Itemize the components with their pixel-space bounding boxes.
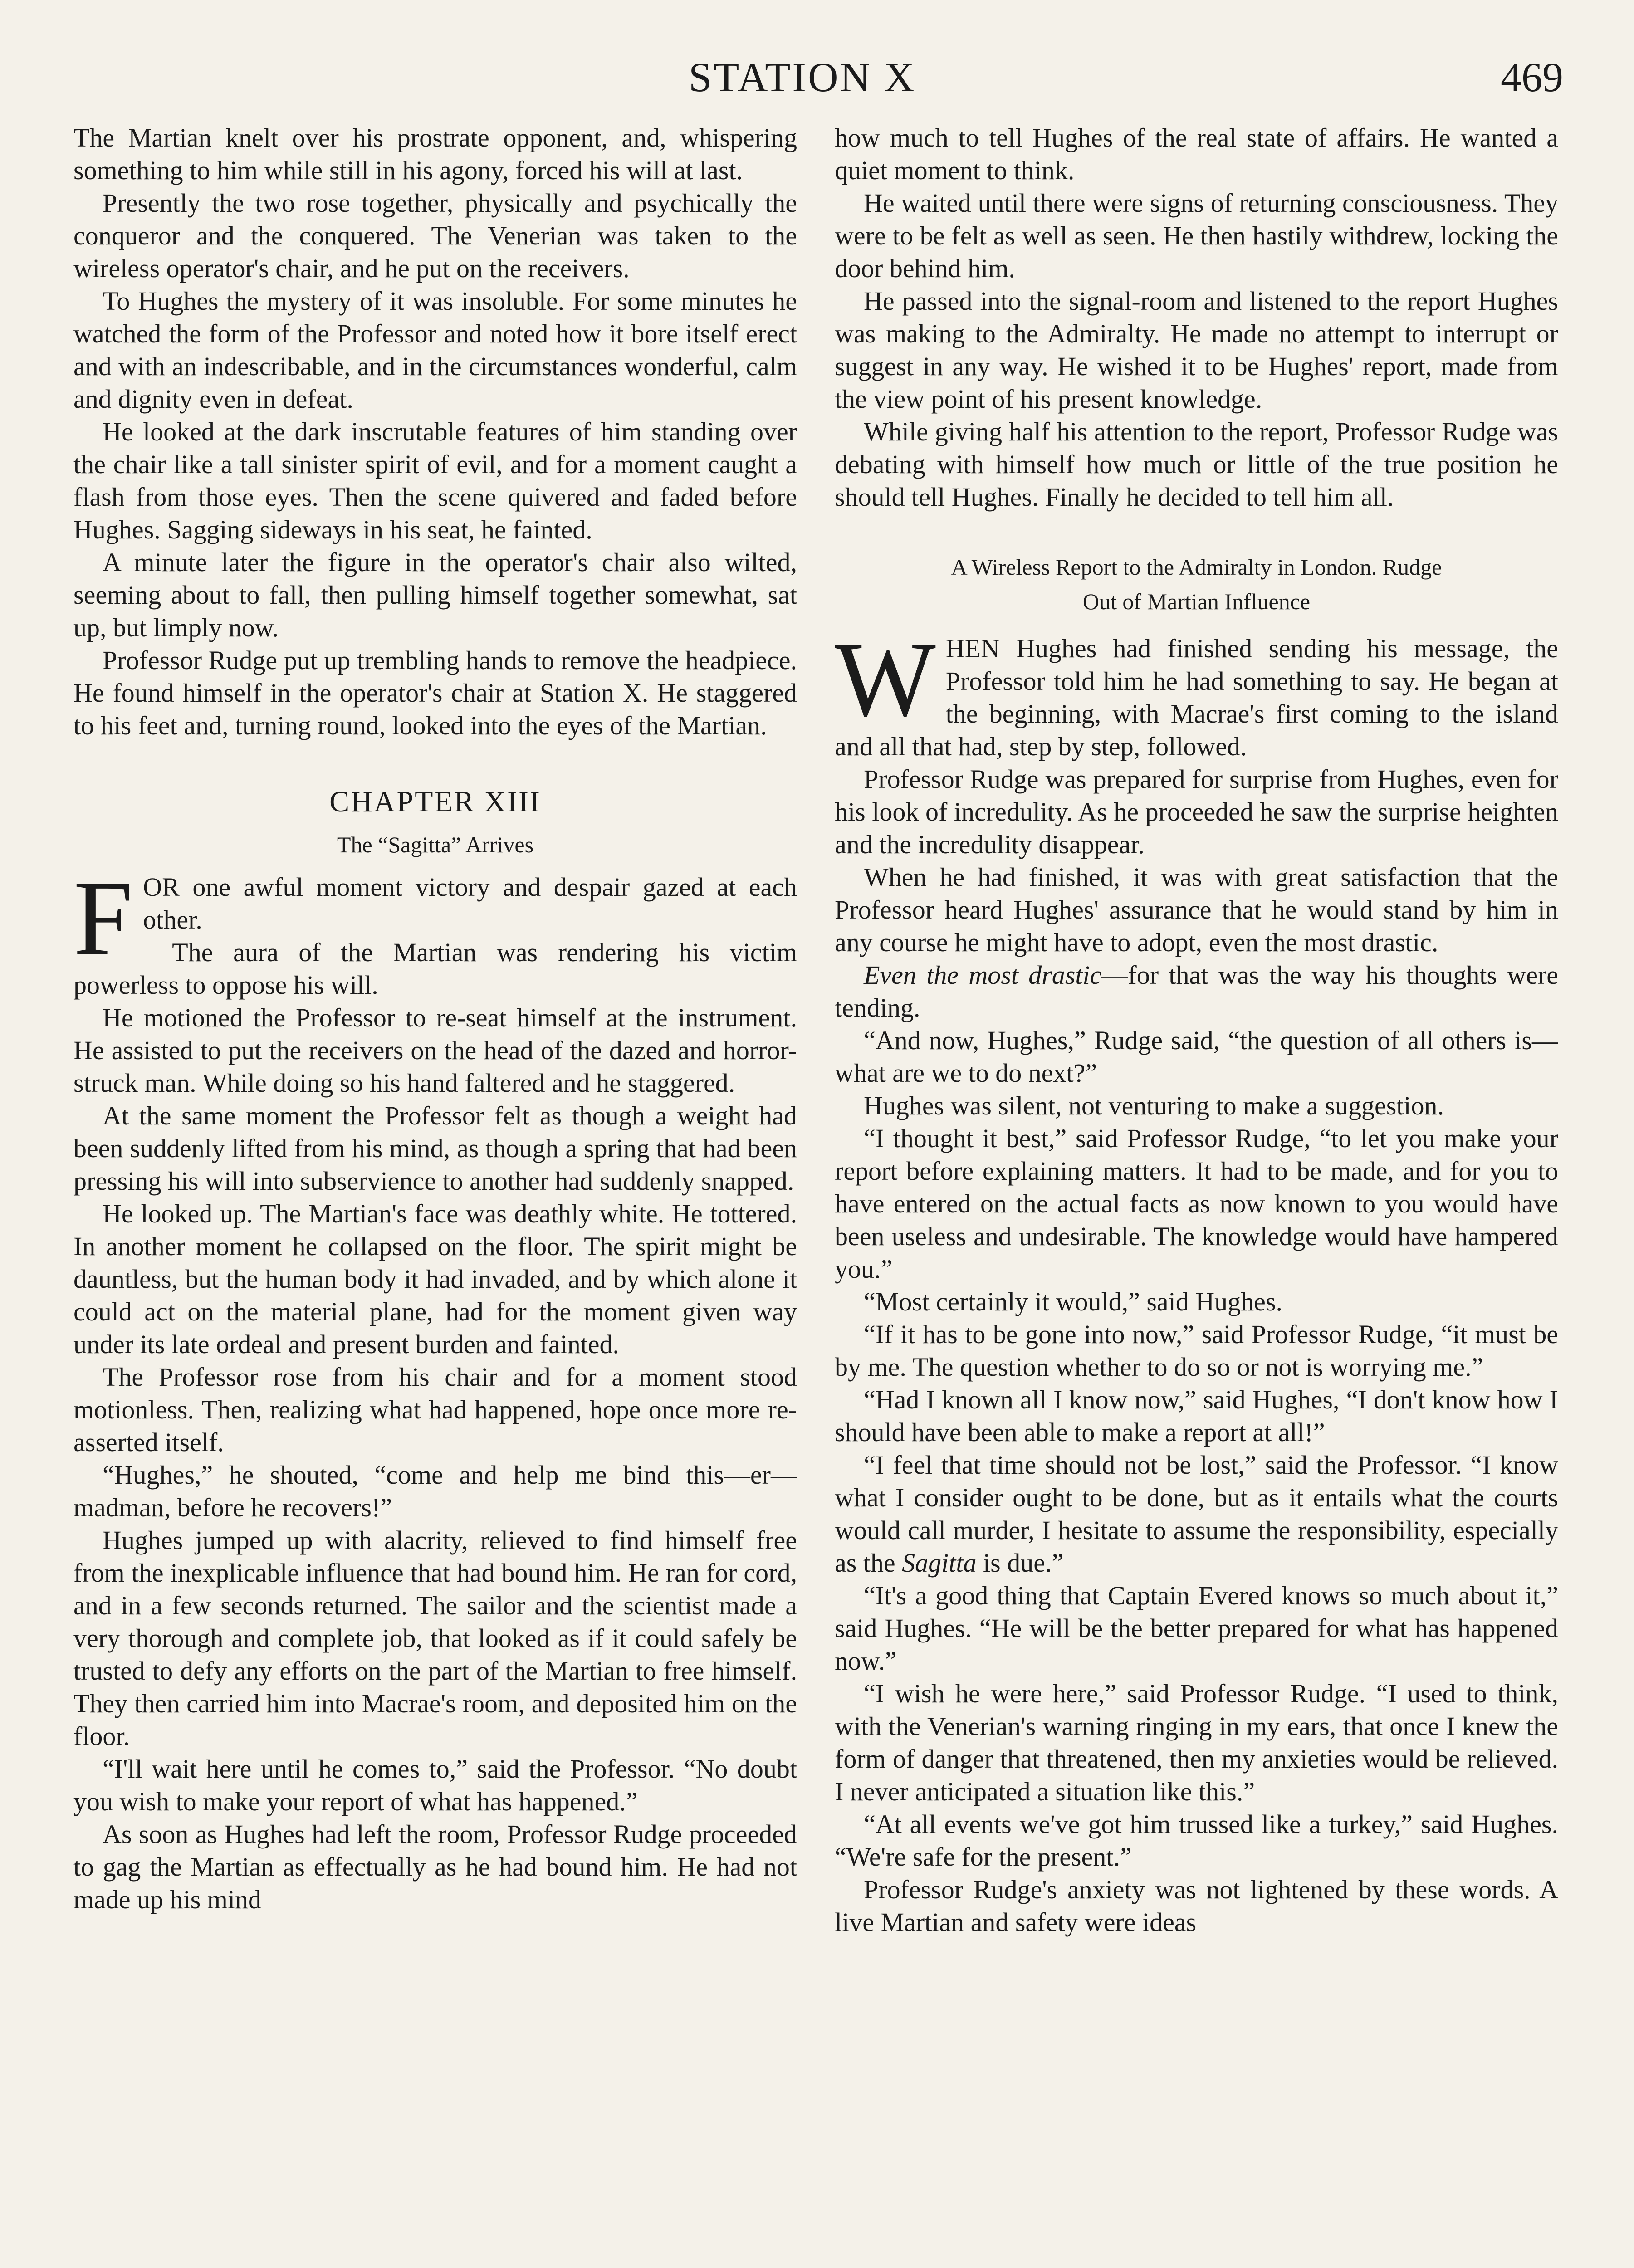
dropcap-letter: F [73,859,133,978]
paragraph: At the same moment the Professor felt as though a weight had been suddenly lifted from his mind, as though a spring that had been pressing his will into subservience to another had suddenly snapped. [73,1101,797,1196]
paragraph: Professor Rudge put up trembling hands to remove the headpiece. He found himself in the operator's chair at Station X. He staggered to his feet and, turning round, looked into the eyes of the Martian. [73,645,797,740]
paragraph: He passed into the signal-room and listened to the report Hughes was making to the Admiralty. He made no attempt to interrupt or suggest in any way. He wished it to be Hughes' report, made from the view point of his present knowledge. [835,286,1558,414]
paragraph: “Hughes,” he shouted, “come and help me bind this—er—madman, before he recovers!” [73,1460,797,1522]
paragraph: A minute later the figure in the operator's chair also wilted, seeming about to fall, then pulling himself together somewhat, sat up, but limply now. [73,547,797,642]
paragraph-text: “I feel that time should not be lost,” said the Professor. “I know what I consider ought to be done, but as it entails what the courts would call murder, I hesitate to assume the responsibility, especially as the [835,1450,1558,1578]
paragraph: He waited until there were signs of returning consciousness. They were to be felt as well as seen. He then hastily withdrew, locking the door behind him. [835,188,1558,283]
paragraph: Hughes was silent, not venturing to make a suggestion. [864,1091,1444,1120]
chapter-subtitle: The “Sagitta” Arrives [337,832,534,857]
paragraph: He looked at the dark inscrutable features of him standing over the chair like a tall sinister spirit of evil, and for a moment caught a flash from those eyes. Then the scene quivered and faded before Hughes. Sagging sideways in his seat, he fainted. [73,417,797,544]
page-number: 469 [1501,54,1563,100]
running-title: STATION X [689,54,916,100]
paragraph: “And now, Hughes,” Rudge said, “the question of all others is—what are we to do next?” [835,1026,1558,1088]
paragraph: The aura of the Martian was rendering his victim powerless to oppose his will. [73,938,797,1000]
paragraph: Professor Rudge was prepared for surprise from Hughes, even for his look of incredulity. As he proceeded he saw the surprise heighten and the incredulity disappear. [835,764,1558,859]
paragraph-text: is due.” [976,1548,1064,1578]
right-column [835,122,1558,2268]
paragraph: While giving half his attention to the report, Professor Rudge was debating with himself how much or little of the true position he should tell Hughes. Finally he decided to tell him all. [835,417,1558,512]
italic-phrase: Even the most drastic [864,960,1102,990]
dropcap-text: OR one awful moment victory and despair gazed at each other. [143,872,797,934]
paragraph: The Martian knelt over his prostrate opponent, and, whispering something to him while still in his agony, forced his will at last. [73,123,797,185]
dropcap-text: HEN Hughes had finished sending his message, the Professor told him he had something to say. He began at the beginning, with Macrae's first coming to the island and all that had, step by step, followed. [835,634,1558,761]
paragraph: As soon as Hughes had left the room, Professor Rudge proceeded to gag the Martian as effectually as he had bound him. He had not made up his mind [73,1819,797,1914]
paragraph: “I thought it best,” said Professor Rudge, “to let you make your report before explaining matters. It had to be made, and for you to have entered on the actual facts as now known to you would have been useless and undesirable. The knowledge would have hampered you.” [835,1124,1558,1284]
paragraph: He motioned the Professor to re-seat himself at the instrument. He assisted to put the receivers on the head of the dazed and horror-struck man. While doing so his hand faltered and he staggered. [73,1003,797,1098]
paragraph [835,1449,1558,1579]
paragraph-text: —for that was the way his thoughts were tending. [835,960,1558,1022]
dropcap-letter: W [835,621,936,739]
chapter-title: CHAPTER XIII [329,785,541,818]
section-heading [835,550,1558,619]
paragraph: “I'll wait here until he comes to,” said the Professor. “No doubt you wish to make your report of what has happened.” [73,1754,797,1816]
left-column [73,122,797,2268]
paragraph: “I wish he were here,” said Professor Rudge. “I used to think, with the Venerian's warning ringing in my ears, that once I knew the form of danger that threatened, then my anxieties would be relieved. I never anticipated a situation like this.” [835,1679,1558,1806]
page-header [0,48,1634,116]
paragraph: “Had I known all I know now,” said Hughes, “I don't know how I should have been able to make a report at all!” [835,1385,1558,1447]
dropcap-paragraph [835,621,1558,763]
paragraph: “If it has to be gone into now,” said Professor Rudge, “it must be by me. The question whether to do so or not is worrying me.” [835,1320,1558,1382]
section-heading-line: Out of Martian Influence [1082,589,1311,614]
ship-name: Sagitta [902,1548,977,1578]
paragraph: Professor Rudge's anxiety was not lightened by these words. A live Martian and safety were ideas [835,1875,1558,1937]
paragraph: “At all events we've got him trussed like a turkey,” said Hughes. “We're safe for the present.” [835,1809,1558,1872]
paragraph: how much to tell Hughes of the real state of affairs. He wanted a quiet moment to think. [835,123,1558,185]
paragraph [835,959,1558,1024]
paragraph: The Professor rose from his chair and for a moment stood motionless. Then, realizing what had happened, hope once more re-asserted itself. [73,1362,797,1457]
paragraph: “It's a good thing that Captain Evered knows so much about it,” said Hughes. “He will be the better prepared for what has happened now.” [835,1581,1558,1676]
section-heading-line: A Wireless Report to the Admiralty in London. Rudge [951,554,1442,580]
paragraph: Hughes jumped up with alacrity, relieved to find himself free from the inexplicable influence that had bound him. He ran for cord, and in a few seconds returned. The sailor and the scientist made a very thorough and complete job, that looked as if it could safely be trusted to defy any efforts on the part of the Martian to free himself. They then carried him into Macrae's room, and deposited him on the floor. [73,1525,797,1751]
paragraph: When he had finished, it was with great satisfaction that the Professor heard Hughes' assurance that he would stand by him in any course he might have to adopt, even the most drastic. [835,862,1558,957]
paragraph: He looked up. The Martian's face was deathly white. He tottered. In another moment he collapsed on the floor. The spirit might be dauntless, but the human body it had invaded, and by which alone it could act on the material plane, had for the moment given way under its late ordeal and present burden and fainted. [73,1199,797,1359]
paragraph: To Hughes the mystery of it was insoluble. For some minutes he watched the form of the Professor and noted how it bore itself erect and with an indescribable, and in the circumstances wonderful, calm and dignity even in defeat. [73,286,797,414]
paragraph: Presently the two rose together, physically and psychically the conqueror and the conquered. The Venerian was taken to the wireless operator's chair, and he put on the receivers. [73,188,797,283]
paragraph: “Most certainly it would,” said Hughes. [864,1287,1282,1316]
